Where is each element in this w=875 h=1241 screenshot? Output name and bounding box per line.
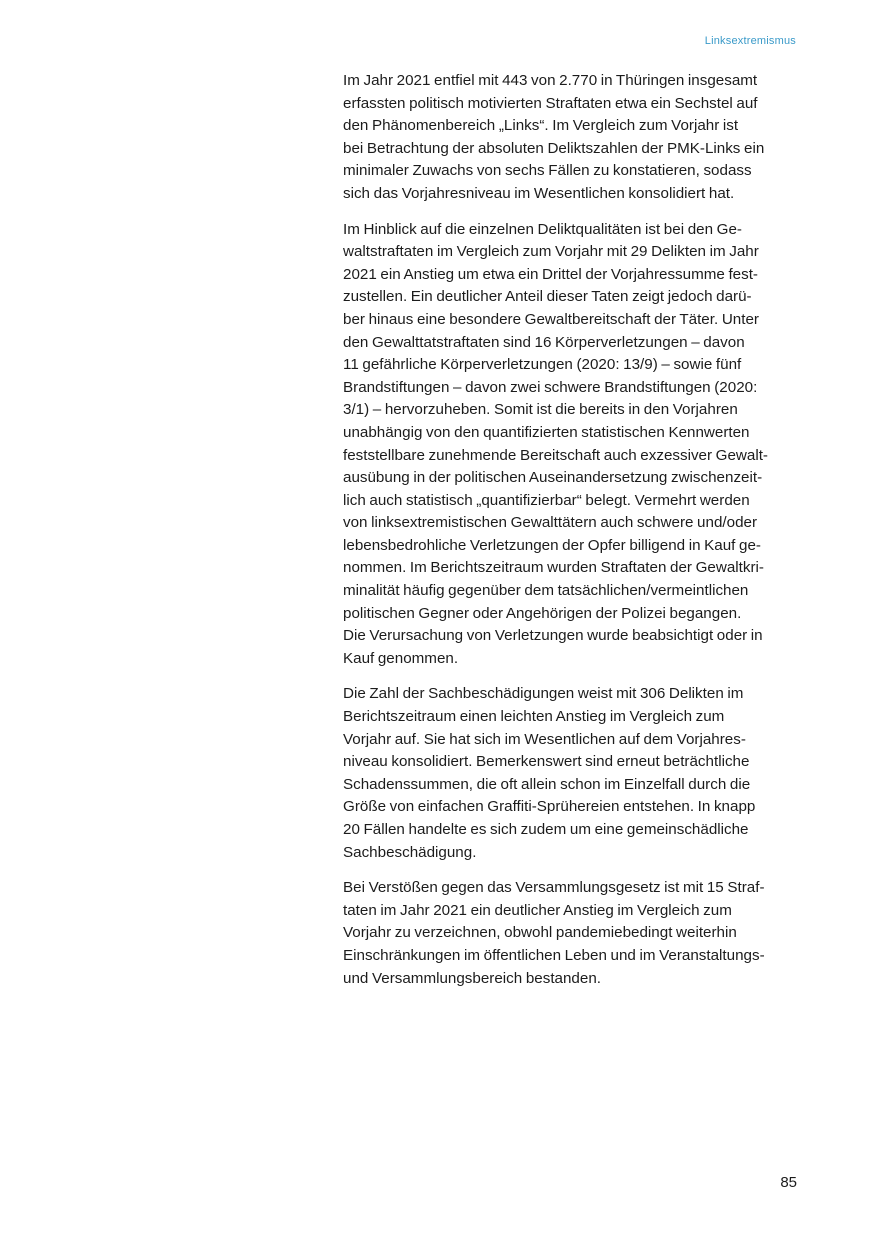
paragraph-1: Im Jahr 2021 entfiel mit 443 von 2.770 in Thüringen insgesamt erfassten politisch motivierten Straftaten etwa ein Sechstel auf den Phänomenbereich „Links“. Im Vergleich zum Vorjahr ist bei Betrachtung der absoluten Deliktszahlen der PMK-Links ein minimaler Zuwachs von sechs Fällen zu konstatieren, sodass sich das Vorjahresniveau im Wesentlichen konsolidiert hat. bbox=[343, 72, 765, 202]
body-text bbox=[343, 70, 798, 1003]
running-header: Linksextremismus bbox=[704, 35, 796, 47]
paragraph-2: Im Hinblick auf die einzelnen Deliktqualitäten ist bei den Ge- waltstraftaten im Vergleich zum Vorjahr mit 29 Delikten im Jahr 2021 ein Anstieg um etwa ein Drittel der Vorjahressumme fest- zustellen. Ein deutlicher Anteil dieser Taten zeigt jedoch darü- ber hinaus eine besondere Gewaltbereitschaft der Täter. Unter den Gewalttatstraftaten sind 16 Körperverletzungen – davon 11 gefährliche Körperverletzungen (2020: 13/9) – sowie fünf Brandstiftungen – davon zwei schwere Brandstiftungen (2020: 3/1) – hervorzuheben. Somit ist die bereits in den Vorjahren unabhängig von den quantifizierten statistischen Kennwerten feststellbare zunehmende Bereitschaft auch exzessiver Gewalt- ausübung in der politischen Auseinandersetzung zwischenzeit- lich auch statistisch „quantifizierbar“ belegt. Vermehrt werden von linksextremistischen Gewalttätern auch schwere und/oder lebensbedrohliche Verletzungen der Opfer billigend in Kauf ge- nommen. Im Berichtszeitraum wurden Straftaten der Gewaltkri- minalität häufig gegenüber dem tatsächlichen/vermeintlichen politischen Gegner oder Angehörigen der Polizei begangen. Die Verursachung von Verletzungen wurde beabsichtigt oder in Kauf genommen. bbox=[343, 220, 768, 667]
page-number: 85 bbox=[780, 1174, 797, 1191]
paragraph-4: Bei Verstößen gegen das Versammlungsgesetz ist mit 15 Straf- taten im Jahr 2021 ein deutlicher Anstieg im Vergleich zum Vorjahr zu verzeichnen, obwohl pandemiebedingt weiterhin Einschränkungen im öffentlichen Leben und im Veranstaltungs- und Versammlungsbereich bestanden. bbox=[343, 879, 765, 987]
paragraph-3: Die Zahl der Sachbeschädigungen weist mit 306 Delikten im Berichtszeitraum einen leichten Anstieg im Vergleich zum Vorjahr auf. Sie hat sich im Wesentlichen auf dem Vorjahres- niveau konsolidiert. Bemerkenswert sind erneut beträchtliche Schadenssummen, die oft allein schon im Einzelfall durch die Größe von einfachen Graffiti-Sprühereien entstehen. In knapp 20 Fällen handelte es sich zudem um eine gemeinschädliche Sachbeschädigung. bbox=[343, 685, 756, 861]
